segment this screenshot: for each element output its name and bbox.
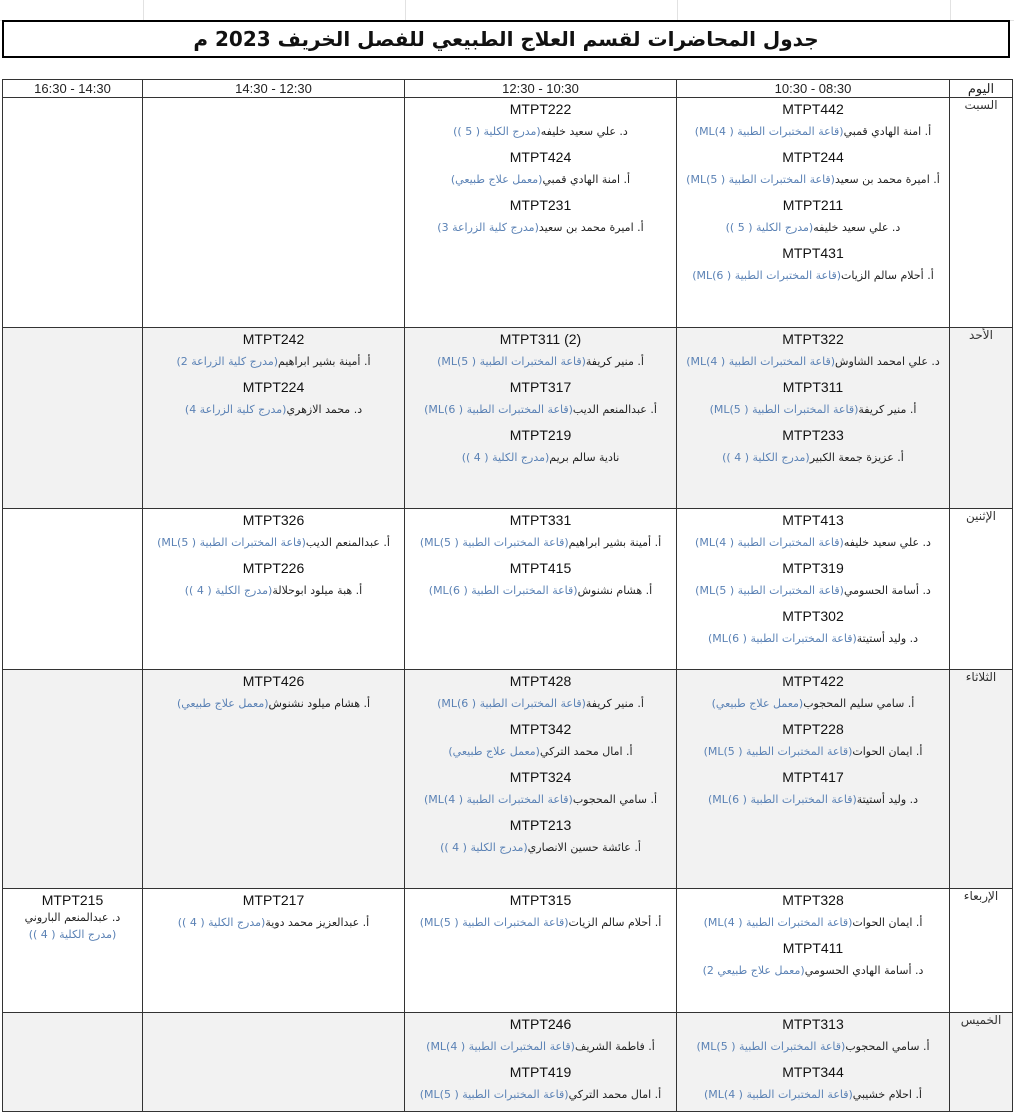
course-detail: [409, 1037, 672, 1057]
course-code: MTPT244: [782, 149, 844, 165]
course-code: MTPT328: [782, 892, 844, 908]
day-label: الإربعاء: [950, 889, 1013, 1013]
course-detail: [681, 694, 945, 714]
course-code: MTPT311: [782, 379, 844, 395]
course-code: MTPT342: [509, 721, 572, 737]
course-detail: [681, 742, 945, 762]
instructor-name: د. محمد الازهري: [286, 403, 363, 416]
day-label: الثلاثاء: [950, 670, 1013, 889]
room-name: (معمل علاج طبيعي): [450, 173, 543, 186]
slot-header: 10:30 - 12:30: [405, 80, 677, 98]
day-label: الخميس: [950, 1013, 1013, 1112]
day-row: [3, 670, 1013, 889]
instructor-name: أ. منير كريفة: [585, 355, 644, 368]
instructor-name: أ. عبدالمنعم الديب: [305, 536, 390, 549]
instructor-name: أ. ايمان الحوات: [852, 745, 923, 758]
schedule-cell: [3, 670, 143, 889]
instructor-name: أ. أحلام سالم الزيات: [568, 916, 662, 929]
schedule-cell: [143, 670, 405, 889]
course-detail: [147, 400, 400, 420]
day-row: [3, 328, 1013, 509]
course-detail: [681, 352, 945, 372]
course-code: MTPT242: [242, 331, 305, 347]
course-code: MTPT311 (2): [499, 331, 582, 347]
instructor-name: أ. سامي المحجوب: [572, 793, 657, 806]
course-code: MTPT415: [509, 560, 572, 576]
instructor-name: د. علي سعيد خليفه: [540, 125, 628, 138]
room-name: (مدرج الكلية ( 5 )): [725, 221, 814, 234]
course-detail: [681, 581, 945, 601]
instructor-name: د. وليد أستيتة: [856, 793, 919, 806]
schedule-cell: [3, 509, 143, 670]
schedule-cell: [677, 98, 950, 328]
schedule-cell: [677, 509, 950, 670]
instructor-name: د. علي امحمد الشاوش: [835, 355, 940, 368]
course-detail: [681, 913, 945, 933]
room-name: (مدرج الكلية ( 4 )): [177, 916, 266, 929]
instructor-name: أ. منير كريفة: [858, 403, 917, 416]
instructor-name: أ. احلام خشيبي: [852, 1088, 922, 1101]
slot-header: 08:30 - 10:30: [677, 80, 950, 98]
slot-header: 14:30 - 16:30: [3, 80, 143, 98]
course-code: MTPT424: [509, 149, 572, 165]
course-code: MTPT302: [782, 608, 844, 624]
instructor-name: أ. أمينة بشير ابراهيم: [568, 536, 662, 549]
course-detail: [409, 533, 672, 553]
room-name: (قاعة المختبرات الطبية ML(6 )): [692, 269, 842, 282]
instructor-name: أ. هشام نشنوش: [577, 584, 653, 597]
course-detail: [681, 400, 945, 420]
course-code: MTPT213: [509, 817, 572, 833]
schedule-cell: [405, 509, 677, 670]
instructor-name: أ. أحلام سالم الزيات: [841, 269, 934, 282]
course-detail: [7, 909, 138, 943]
course-code: MTPT228: [782, 721, 844, 737]
schedule-cell: [405, 1013, 677, 1112]
room-name: (قاعة المختبرات الطبية ML(4 )): [703, 916, 853, 929]
course-code: MTPT233: [782, 427, 844, 443]
room-name: (قاعة المختبرات الطبية ML(5 )): [419, 1088, 569, 1101]
course-detail: [409, 1085, 672, 1105]
instructor-name: أ. منير كريفة: [585, 697, 644, 710]
instructor-name: أ. فاطمة الشريف: [574, 1040, 655, 1053]
instructor-name: أ. هبة ميلود ابوحلالة: [272, 584, 363, 597]
schedule-cell: [143, 889, 405, 1013]
room-name: (مدرج الكلية ( 4 )): [184, 584, 273, 597]
instructor-name: أ. اميرة محمد بن سعيد: [538, 221, 644, 234]
schedule-cell: [677, 889, 950, 1013]
room-name: (قاعة المختبرات الطبية ML(5 )): [696, 1040, 846, 1053]
schedule-cell: [677, 328, 950, 509]
course-detail: [409, 352, 672, 372]
course-code: MTPT217: [242, 892, 305, 908]
instructor-name: أ. اميرة محمد بن سعيد: [834, 173, 940, 186]
course-detail: [681, 122, 945, 142]
schedule-cell: [143, 98, 405, 328]
instructor-name: أ. سامي سليم المحجوب: [803, 697, 915, 710]
day-label: السبت: [950, 98, 1013, 328]
page-title: جدول المحاضرات لقسم العلاج الطبيعي للفصل الخريف 2023 م: [2, 20, 1010, 58]
course-code: MTPT322: [782, 331, 844, 347]
course-detail: [409, 170, 672, 190]
course-code: MTPT428: [509, 673, 572, 689]
room-name: (قاعة المختبرات الطبية ML(4 )): [424, 793, 573, 806]
course-code: MTPT222: [509, 101, 572, 117]
course-detail: [681, 790, 945, 810]
schedule-table: [2, 79, 1013, 1112]
course-detail: [409, 694, 672, 714]
course-code: MTPT315: [509, 892, 572, 908]
instructor-name: أ. عبدالعزيز محمد دوية: [265, 916, 370, 929]
course-code: MTPT417: [782, 769, 844, 785]
room-name: (قاعة المختبرات الطبية ML(4 )): [695, 536, 844, 549]
course-code: MTPT413: [782, 512, 844, 528]
course-code: MTPT324: [509, 769, 572, 785]
header-row: [3, 80, 1013, 98]
schedule-cell: [405, 98, 677, 328]
course-code: MTPT422: [782, 673, 844, 689]
course-code: MTPT211: [782, 197, 844, 213]
course-code: MTPT313: [782, 1016, 844, 1032]
room-name: (مدرج كلية الزراعة 3): [437, 221, 539, 234]
day-row: [3, 509, 1013, 670]
room-name: (قاعة المختبرات الطبية ML(5 )): [686, 173, 835, 186]
instructor-name: أ. ايمان الحوات: [852, 916, 923, 929]
room-name: (قاعة المختبرات الطبية ML(5 )): [157, 536, 306, 549]
course-detail: [409, 913, 672, 933]
room-name: (مدرج كلية الزراعة 4): [184, 403, 287, 416]
course-code: MTPT319: [782, 560, 844, 576]
instructor-name: أ. سامي المحجوب: [845, 1040, 930, 1053]
course-code: MTPT442: [782, 101, 844, 117]
instructor-name: أ. عزيزة جمعة الكبير: [809, 451, 904, 464]
course-detail: [681, 266, 945, 286]
course-code: MTPT317: [509, 379, 572, 395]
instructor-name: د. علي سعيد خليفه: [813, 221, 901, 234]
room-name: (قاعة المختبرات الطبية ML(5 )): [703, 745, 853, 758]
room-name: (قاعة المختبرات الطبية ML(6 )): [428, 584, 578, 597]
room-name: (معمل علاج طبيعي): [448, 745, 540, 758]
course-code: MTPT219: [509, 427, 572, 443]
course-detail: [147, 913, 400, 933]
room-name: (مدرج كلية الزراعة 2): [176, 355, 279, 368]
schedule-cell: [677, 670, 950, 889]
instructor-name: أ. امال محمد التركي: [568, 1088, 662, 1101]
course-detail: [681, 961, 945, 981]
course-detail: [147, 352, 400, 372]
instructor-name: أ. امال محمد التركي: [539, 745, 633, 758]
course-detail: [409, 448, 672, 468]
room-name: (معمل علاج طبيعي): [711, 697, 804, 710]
course-detail: [409, 400, 672, 420]
course-code: MTPT215: [41, 892, 104, 908]
instructor-name: أ. عبدالمنعم الديب: [572, 403, 657, 416]
course-detail: [681, 170, 945, 190]
room-name: (قاعة المختبرات الطبية ML(4 )): [686, 355, 836, 368]
room-name: (قاعة المختبرات الطبية ML(5 )): [419, 916, 569, 929]
slot-header: 12:30 - 14:30: [143, 80, 405, 98]
room-name: (قاعة المختبرات الطبية ML(6 )): [424, 403, 573, 416]
course-detail: [409, 790, 672, 810]
schedule-cell: [3, 98, 143, 328]
course-code: MTPT224: [242, 379, 305, 395]
room-name: (قاعة المختبرات الطبية ML(6 )): [707, 632, 857, 645]
instructor-name: د. عبدالمنعم الباروني: [24, 911, 121, 924]
course-code: MTPT431: [782, 245, 844, 261]
course-code: MTPT411: [782, 940, 844, 956]
schedule-cell: [677, 1013, 950, 1112]
day-row: [3, 889, 1013, 1013]
instructor-name: أ. هشام ميلود نشنوش: [268, 697, 371, 710]
schedule-cell: [143, 1013, 405, 1112]
schedule-cell: [3, 889, 143, 1013]
course-detail: [409, 122, 672, 142]
instructor-name: د. أسامة الحسومي: [843, 584, 931, 597]
instructor-name: د. علي سعيد خليفه: [843, 536, 931, 549]
course-code: MTPT231: [509, 197, 572, 213]
schedule-cell: [143, 328, 405, 509]
spreadsheet-top-gridlines: [0, 0, 1014, 21]
course-detail: [681, 218, 945, 238]
course-detail: [147, 581, 400, 601]
day-row: [3, 98, 1013, 328]
room-name: (مدرج الكلية ( 4 )): [28, 928, 117, 941]
instructor-name: أ. أمينة بشير ابراهيم: [278, 355, 371, 368]
room-name: (مدرج الكلية ( 4 )): [440, 841, 528, 854]
instructor-name: د. وليد أستيتة: [856, 632, 919, 645]
room-name: (معمل علاج طبيعي 2): [702, 964, 805, 977]
course-detail: [147, 533, 400, 553]
day-label: الإثنين: [950, 509, 1013, 670]
schedule-cell: [3, 1013, 143, 1112]
schedule-cell: [143, 509, 405, 670]
course-detail: [409, 581, 672, 601]
room-name: (قاعة المختبرات الطبية ML(5 )): [709, 403, 859, 416]
course-code: MTPT226: [242, 560, 305, 576]
room-name: (مدرج الكلية ( 4 )): [722, 451, 810, 464]
day-column-header: اليوم: [950, 80, 1013, 98]
schedule-cell: [405, 328, 677, 509]
course-detail: [681, 1085, 945, 1105]
course-code: MTPT419: [509, 1064, 572, 1080]
room-name: (قاعة المختبرات الطبية ML(6 )): [437, 697, 586, 710]
room-name: (قاعة المختبرات الطبية ML(5 )): [695, 584, 844, 597]
room-name: (قاعة المختبرات الطبية ML(5 )): [437, 355, 586, 368]
course-detail: [681, 533, 945, 553]
course-code: MTPT344: [782, 1064, 844, 1080]
course-detail: [147, 694, 400, 714]
course-code: MTPT331: [509, 512, 572, 528]
course-detail: [409, 218, 672, 238]
instructor-name: نادية سالم بريم: [549, 451, 620, 464]
course-code: MTPT246: [509, 1016, 572, 1032]
room-name: (قاعة المختبرات الطبية ML(5 )): [419, 536, 569, 549]
course-code: MTPT426: [242, 673, 305, 689]
schedule-cell: [3, 328, 143, 509]
course-detail: [681, 629, 945, 649]
room-name: (قاعة المختبرات الطبية ML(4 )): [703, 1088, 853, 1101]
schedule-cell: [405, 889, 677, 1013]
room-name: (قاعة المختبرات الطبية ML(6 )): [707, 793, 857, 806]
course-code: MTPT326: [242, 512, 305, 528]
course-detail: [681, 1037, 945, 1057]
day-label: الأحد: [950, 328, 1013, 509]
schedule-cell: [405, 670, 677, 889]
room-name: (قاعة المختبرات الطبية ML(4 )): [426, 1040, 575, 1053]
day-row: [3, 1013, 1013, 1112]
room-name: (معمل علاج طبيعي): [176, 697, 269, 710]
instructor-name: أ. امنة الهادي قمبي: [542, 173, 631, 186]
room-name: (مدرج الكلية ( 4 )): [461, 451, 550, 464]
course-detail: [409, 838, 672, 858]
course-detail: [681, 448, 945, 468]
instructor-name: أ. امنة الهادي قمبي: [843, 125, 932, 138]
room-name: (قاعة المختبرات الطبية ML(4 )): [694, 125, 844, 138]
instructor-name: د. أسامة الهادي الحسومي: [804, 964, 924, 977]
instructor-name: أ. عائشة حسين الانصاري: [527, 841, 641, 854]
room-name: (مدرج الكلية ( 5 )): [453, 125, 541, 138]
course-detail: [409, 742, 672, 762]
